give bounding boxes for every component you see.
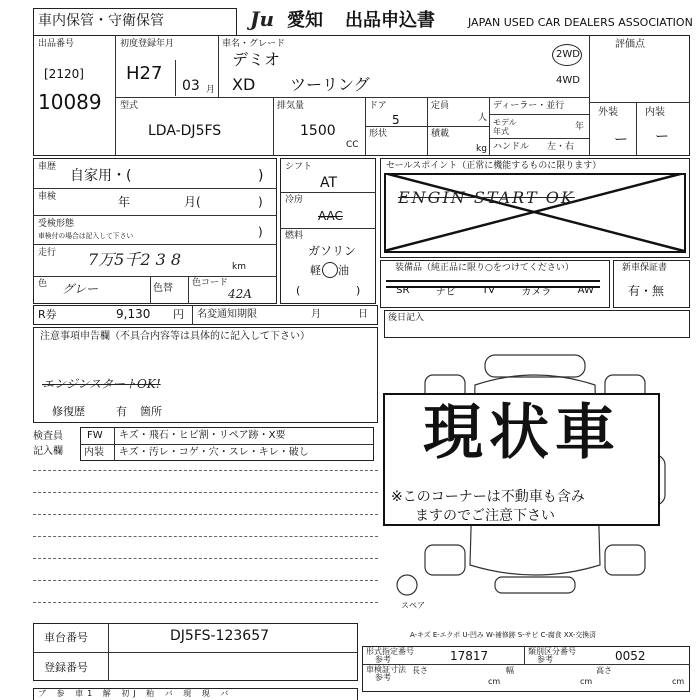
equipment-label: 装備品（純正品に限り○をつけてください） xyxy=(395,263,574,273)
repair-value: 有 xyxy=(116,405,127,418)
fuel-circle xyxy=(322,262,338,278)
grade-score-label: 評価点 xyxy=(615,39,645,50)
equipment-item: ナビ xyxy=(435,286,456,298)
grade-ext-value: ー xyxy=(614,132,628,148)
chassis-label: 車台番号 xyxy=(44,631,88,644)
notes-label: 注意事項申告欄（不具合内容等は具体的に記入して下さい） xyxy=(40,331,310,342)
registration-month: 03 xyxy=(182,78,200,94)
doors-value: 5 xyxy=(392,113,400,127)
inspection-label: 車検 xyxy=(38,192,57,202)
width-unit: cm xyxy=(580,677,593,686)
color-change-label: 色替 xyxy=(153,283,173,294)
inspection-close: ) xyxy=(258,195,263,209)
height-unit: cm xyxy=(672,677,685,686)
ju-logo: Ju xyxy=(250,7,275,31)
handle-label: ハンドル xyxy=(493,142,530,152)
aircon-label: 冷房 xyxy=(285,195,304,205)
r-ticket-label: R券 xyxy=(38,308,57,321)
form-title: 出品申込書 xyxy=(345,10,435,31)
r-ticket-unit: 円 xyxy=(173,308,184,321)
warranty-label: 新車保証書 xyxy=(622,263,668,273)
brand-name: 愛知 xyxy=(287,10,323,31)
model-label: 車名・グレード xyxy=(222,39,286,49)
name-change-month: 月 xyxy=(311,309,321,320)
repair-place: 箇所 xyxy=(140,405,162,418)
fuel-paren-open: ( xyxy=(296,284,301,297)
form-number-label: 形式指定番号 xyxy=(366,647,414,656)
fuel-value: ガソリン xyxy=(308,244,357,258)
r-ticket-value: 9,130 xyxy=(116,307,151,321)
receipt-close: ) xyxy=(258,225,263,239)
registration-year: H27 xyxy=(126,63,163,84)
cross-mark xyxy=(384,173,686,253)
selling-points-crossed-box xyxy=(384,173,686,253)
displacement-unit: CC xyxy=(346,140,359,150)
cert-label: 車検証寸法 xyxy=(366,665,406,674)
storage-label: 車内保管・守衛保管 xyxy=(38,13,164,29)
history-value: 自家用・( xyxy=(70,168,132,184)
shape-label: 形状 xyxy=(369,129,388,139)
displacement-value: 1500 xyxy=(300,123,336,139)
model-grade-2: ツーリング xyxy=(290,75,370,94)
registration-month-unit: 月 xyxy=(206,85,216,95)
category-value: 0052 xyxy=(615,649,646,663)
lot-number-label: 出品番号 xyxy=(38,39,75,49)
damage-legend: A-キズ E-エクボ U-凹み W-補修跡 S-サビ C-腐食 XX-交換済 xyxy=(410,631,597,639)
check-row2-label: 内装 xyxy=(84,447,104,458)
fuel-value-3: 油 xyxy=(338,264,349,277)
vehicle-info-frame xyxy=(33,35,690,156)
equipment-item: カメラ xyxy=(521,286,552,298)
capacity-unit: 人 xyxy=(478,113,488,123)
history-label: 車歴 xyxy=(38,162,57,172)
load-unit: kg xyxy=(476,144,487,154)
equipment-item: SR xyxy=(396,284,410,296)
equipment-item: TV xyxy=(482,284,496,296)
model-year-label: モデル年式 xyxy=(493,118,517,136)
model-year-unit: 年 xyxy=(575,122,585,132)
warranty-value: 有・無 xyxy=(628,284,665,298)
check-row1-items: キズ・飛石・ヒビ割・リペア跡・X要 xyxy=(119,430,286,441)
category-label: 類別区分番号 xyxy=(528,647,576,656)
name-change-label: 名変通知期限 xyxy=(197,309,257,320)
inspector-label-1: 検査員 xyxy=(33,431,63,442)
mileage-unit: km xyxy=(232,262,246,272)
dealer-label: ディーラー・並行 xyxy=(493,101,565,111)
chassis-value: DJ5FS-123657 xyxy=(170,628,270,644)
selling-points-label: セールスポイント（正常に機能するものに限ります） xyxy=(386,161,602,171)
shift-label: シフト xyxy=(285,162,313,172)
capacity-label: 定員 xyxy=(431,101,450,111)
status-stamp-note-1: ※このコーナーは不動車も含み xyxy=(391,489,585,505)
shift-value: AT xyxy=(320,175,338,191)
check-row1-label: FW xyxy=(87,430,103,441)
color-label: 色 xyxy=(38,279,48,289)
equipment-strike xyxy=(386,280,600,288)
category-sub: 参考 xyxy=(537,655,553,664)
grade-int-value: ー xyxy=(655,129,669,145)
history-close: ) xyxy=(258,168,264,184)
inspection-month-unit: 月( xyxy=(184,195,201,209)
color-code-value: 42A xyxy=(228,287,252,301)
association-name: JAPAN USED CAR DEALERS ASSOCIATION xyxy=(468,16,693,29)
receipt-label: 受検形態 xyxy=(38,219,75,229)
drive-2wd: 2WD xyxy=(556,49,580,60)
name-change-day: 日 xyxy=(358,309,368,320)
selling-points-written: ENGIN START OK xyxy=(398,188,575,207)
later-input-label: 後日記入 xyxy=(388,313,425,323)
displacement-label: 排気量 xyxy=(277,101,305,111)
model-grade-1: XD xyxy=(232,75,256,94)
reg-number-label: 登録番号 xyxy=(44,661,88,674)
doors-label: ドア xyxy=(369,101,387,111)
form-number-sub: 参考 xyxy=(375,655,391,664)
width-label: 幅 xyxy=(506,666,514,675)
status-stamp-note-2: ますのでご注意下さい xyxy=(415,508,555,524)
status-stamp-box xyxy=(383,393,660,526)
load-label: 積載 xyxy=(431,129,450,139)
aircon-value: AAC xyxy=(318,209,343,223)
footer-strip: ブ 参 車1 解 初J 粕 バ 現 現 バ xyxy=(38,689,233,698)
type-value: LDA-DJ5FS xyxy=(148,123,222,139)
equipment-item: AW xyxy=(577,284,594,296)
spare-tire-icon xyxy=(397,575,417,595)
color-value: グレー xyxy=(62,282,99,296)
fuel-label: 燃料 xyxy=(285,231,304,241)
grade-ext-label: 外装 xyxy=(598,107,618,118)
inspection-year-unit: 年 xyxy=(118,195,131,209)
lot-number: 10089 xyxy=(38,90,102,114)
notes-handwritten: エンジンスタートOK! xyxy=(42,377,161,391)
status-stamp-title: 現状車 xyxy=(423,398,621,468)
spare-label: スペア xyxy=(401,601,425,610)
mileage-value: 7万5千2 3 8 xyxy=(88,250,182,269)
check-row2-items: キズ・汚レ・コゲ・穴・スレ・キレ・破し xyxy=(119,447,309,458)
form-number-value: 17817 xyxy=(450,649,489,663)
later-input-frame xyxy=(384,310,690,338)
height-label: 高さ xyxy=(596,666,612,675)
length-unit: cm xyxy=(488,677,501,686)
type-label: 型式 xyxy=(120,101,139,111)
receipt-sub: 車検付の場合は記入して下さい xyxy=(38,232,134,240)
length-label: 長さ xyxy=(412,666,428,675)
registration-label: 初度登録年月 xyxy=(120,39,175,49)
repair-label: 修復歴 xyxy=(52,405,85,418)
handle-value: 左・右 xyxy=(547,142,575,152)
grade-int-label: 内装 xyxy=(645,107,665,118)
color-code-label: 色コード xyxy=(192,278,229,288)
drive-4wd: 4WD xyxy=(556,75,580,86)
fuel-value-2: 軽 xyxy=(310,264,321,277)
model-name: デミオ xyxy=(232,50,281,69)
lot-sub-number: [2120] xyxy=(44,67,84,81)
cert-sub: 参考 xyxy=(375,673,391,682)
mileage-label: 走行 xyxy=(38,248,57,258)
inspector-label-2: 記入欄 xyxy=(33,446,63,457)
fuel-paren-close: ) xyxy=(356,284,361,297)
